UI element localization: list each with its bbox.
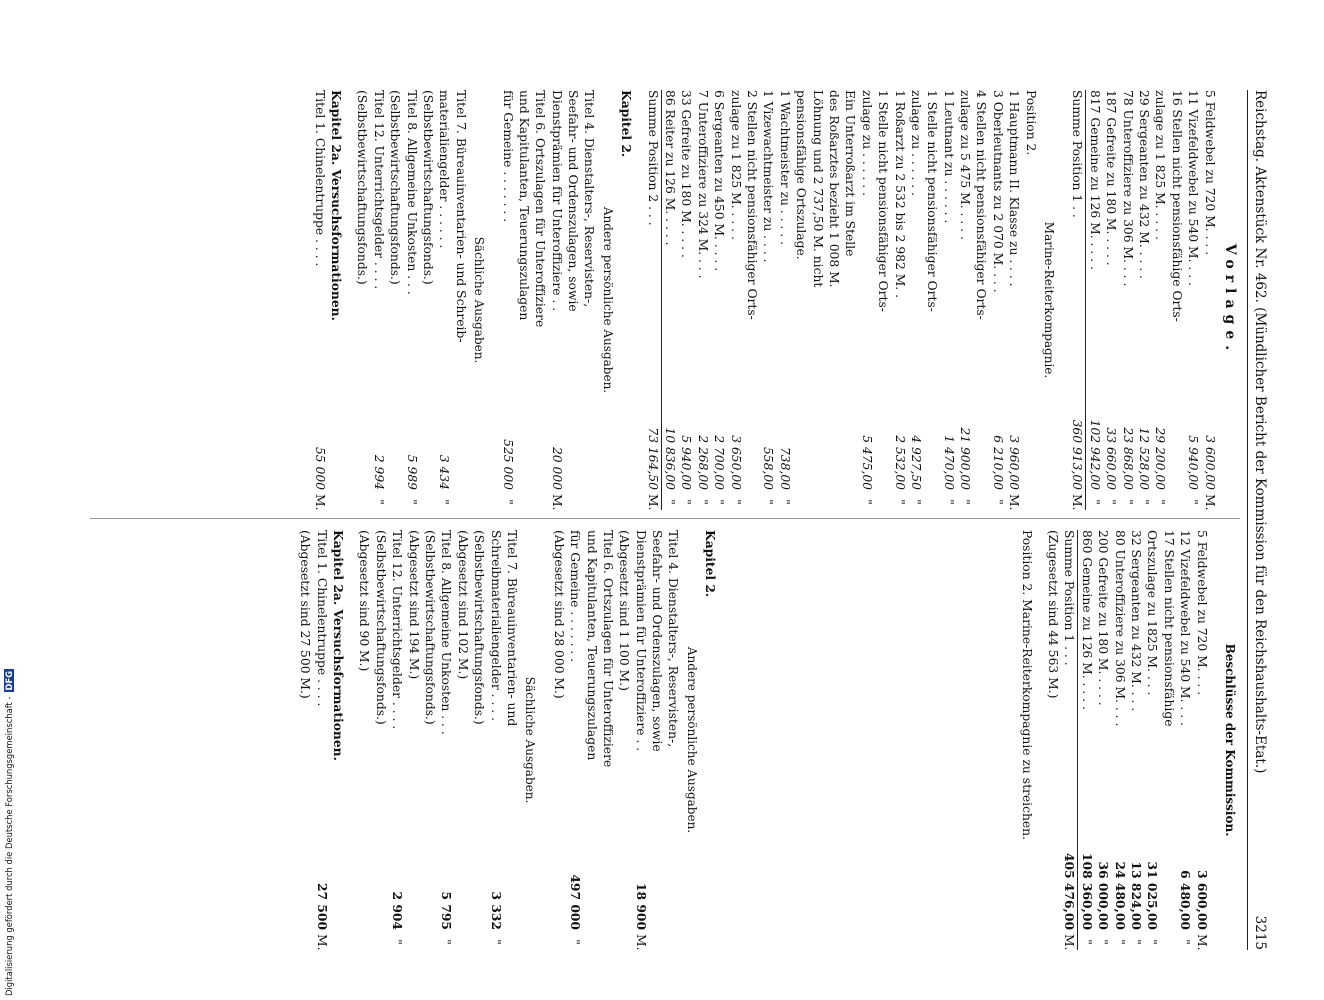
left-kapitel-2a: Kapitel 2a. Versuchsformationen. xyxy=(329,90,345,321)
ledger-row xyxy=(826,90,842,510)
row-amount: 5 940,00 xyxy=(1186,435,1201,490)
row-amount: 36 000,00 xyxy=(1096,861,1112,930)
ledger-row xyxy=(1095,530,1111,950)
row-label: 860 Gemeine zu 126 M. . . . . xyxy=(1079,530,1094,710)
row-label: 4 Stellen nicht pensionsfähiger Orts- xyxy=(974,90,989,320)
ledger-row xyxy=(405,530,421,950)
row-unit: M. xyxy=(1070,494,1085,511)
row-unit: M. xyxy=(1007,494,1022,511)
row-label: Titel 8. Allgemeine Unkosten . . . xyxy=(404,90,419,295)
row-unit: " xyxy=(1079,939,1094,945)
ledger-row xyxy=(891,90,907,510)
row-unit: " xyxy=(437,499,452,505)
row-unit: " xyxy=(500,499,515,505)
row-label: Titel 8. Allgemeine Unkosten . . . xyxy=(439,530,454,735)
row-label: 200 Gefreite zu 180 M. . . . . xyxy=(1096,530,1111,706)
ledger-row xyxy=(499,90,515,510)
row-label: pensionsfähige Ortszulage. xyxy=(794,90,809,260)
page-number: 3215 xyxy=(1252,915,1268,950)
row-label: Summe Position 2 . . . xyxy=(645,90,660,226)
row-unit: M. xyxy=(549,494,564,511)
row-unit: M. xyxy=(1062,934,1077,951)
right-position-1 xyxy=(1045,530,1210,950)
ledger-row xyxy=(313,530,329,950)
ledger-row xyxy=(567,530,583,950)
ledger-row xyxy=(644,90,661,510)
row-amount: 3 434 xyxy=(437,454,452,490)
row-label: Summe Position 1 . . xyxy=(1070,90,1085,218)
ledger-row xyxy=(532,90,548,510)
row-label: 1 Leutnant zu . . . . . . xyxy=(941,90,956,224)
ledger-row xyxy=(694,90,710,510)
row-label: 1 Hauptmann II. Klasse zu . . . . xyxy=(1007,90,1022,287)
ledger-row xyxy=(1177,530,1193,950)
ledger-row xyxy=(776,90,792,510)
row-label: 5 Feldwebel zu 720 M. . . . xyxy=(1202,90,1217,256)
row-label: und Kapitulanten, Teuerungszulagen xyxy=(584,530,599,761)
left-position-1 xyxy=(1069,90,1218,510)
row-amount: 2 268,00 xyxy=(695,435,710,490)
row-label: 1 Stelle nicht pensionsfähiger Orts- xyxy=(876,90,891,312)
row-label: Ortszulage zu 1825 M. . . . xyxy=(1145,530,1160,696)
row-amount: 12 528,00 xyxy=(1137,427,1152,490)
row-amount: 525 000 xyxy=(500,439,515,490)
row-unit: " xyxy=(990,499,1005,505)
row-amount: 558,00 xyxy=(761,446,776,490)
ledger-row xyxy=(957,90,973,510)
row-amount: 360 913,00 xyxy=(1070,419,1085,490)
ledger-row xyxy=(422,530,438,950)
row-unit: M. xyxy=(633,934,648,951)
row-label: 1 Stelle nicht pensionsfähiger Orts- xyxy=(925,90,940,312)
right-kapitel-2: Kapitel 2. xyxy=(703,530,719,598)
row-unit: M. xyxy=(314,934,329,951)
right-saechliche-ausgaben: Sächliche Ausgaben. xyxy=(523,676,538,804)
ledger-row xyxy=(940,90,956,510)
row-label: für Gemeine . . . . . . . xyxy=(568,530,583,663)
ledger-row xyxy=(1078,530,1094,950)
row-label: (Abgesetzt sind 90 M.) xyxy=(357,530,372,672)
row-unit: " xyxy=(695,499,710,505)
right-titles-saechlich xyxy=(356,530,520,950)
row-label: zulage zu 5 475 M. . . . . xyxy=(958,90,973,240)
ledger-row xyxy=(760,90,776,510)
row-unit: " xyxy=(1153,499,1168,505)
row-label: 1 Wachtmeister zu . . . . . xyxy=(777,90,792,246)
left-saechliche-ausgaben: Sächliche Ausgaben. xyxy=(472,236,487,364)
row-amount: 5 940,00 xyxy=(679,435,694,490)
row-label: und Kapitulanten, Teuerungszulagen xyxy=(516,90,531,321)
ledger-row xyxy=(1111,530,1127,950)
row-label: 80 Unteroffiziere zu 306 M. . . . xyxy=(1112,530,1127,727)
left-pos2-title: Marine-Reiterkompagnie. xyxy=(1042,221,1057,379)
ledger-row xyxy=(487,530,503,950)
row-label: (Zugesetzt sind 44 563 M.) xyxy=(1046,530,1061,699)
row-label: Seefahr- und Ordenszulagen, sowie xyxy=(566,90,581,312)
row-label: Titel 1. Chinelentruppe . . . . xyxy=(312,90,327,267)
right-titles-personal xyxy=(550,530,681,950)
row-unit: " xyxy=(958,499,973,505)
row-unit: " xyxy=(679,499,694,505)
row-label: (Abgesetzt sind 194 M.) xyxy=(406,530,421,680)
row-unit: " xyxy=(777,499,792,505)
row-label: 817 Gemeine zu 126 M. . . . . xyxy=(1087,90,1102,270)
row-amount: 3 650,00 xyxy=(728,435,743,490)
ledger-row xyxy=(858,90,874,510)
ledger-row xyxy=(438,530,454,950)
row-amount: 18 900 xyxy=(633,882,649,930)
ledger-row xyxy=(908,90,924,510)
row-unit: " xyxy=(488,939,503,945)
row-unit: " xyxy=(941,499,956,505)
ledger-row xyxy=(809,90,825,510)
row-label: (Abgesetzt sind 28 000 M.) xyxy=(551,530,566,699)
row-amount: 738,00 xyxy=(777,446,792,490)
row-amount: 2 700,00 xyxy=(712,435,727,490)
row-amount: 6 210,00 xyxy=(990,435,1005,490)
row-amount: 3 332 xyxy=(488,891,504,930)
row-label: Titel 12. Unterrichtsgelder . . . . xyxy=(371,90,386,290)
row-amount: 24 480,00 xyxy=(1112,861,1128,930)
right-pos2-line: Position 2. Marine-Reiterkompagnie zu streichen. xyxy=(1019,530,1034,841)
row-unit: " xyxy=(439,939,454,945)
row-amount: 2 532,00 xyxy=(892,435,907,490)
ledger-row xyxy=(793,90,809,510)
row-label: 78 Unteroffiziere zu 306 M. . . . xyxy=(1120,90,1135,287)
row-label: 16 Stellen nicht pensionsfähige Orts- xyxy=(1169,90,1184,322)
ledger-row xyxy=(1069,90,1086,510)
row-label: Titel 7. Büreauinventarien- und Schreib- xyxy=(453,90,468,343)
ledger-row xyxy=(548,90,564,510)
row-amount: 33 660,00 xyxy=(1104,427,1119,490)
ledger-row xyxy=(727,90,743,510)
left-kapitel-2a-titel-1 xyxy=(311,90,327,510)
row-label: Titel 1. Chinelentruppe . . . . xyxy=(314,530,329,707)
row-label: 6 Sergeanten zu 450 M. . . . . xyxy=(712,90,727,272)
row-unit: " xyxy=(1145,939,1160,945)
ledger-row xyxy=(711,90,727,510)
row-label: (Selbstbewirtschaftungsfonds.) xyxy=(355,90,370,285)
row-label: 1 Vizewachtmeister zu . . . . xyxy=(761,90,776,263)
row-unit: " xyxy=(371,499,386,505)
row-label: 7 Unteroffiziere zu 324 M. . . . xyxy=(695,90,710,279)
right-kapitel-2a-titel-1 xyxy=(297,530,330,950)
row-unit: " xyxy=(728,499,743,505)
ledger-row xyxy=(1128,530,1144,950)
row-amount: 4 927,50 xyxy=(908,435,923,490)
row-label: zulage zu 1 825 M. . . . . xyxy=(728,90,743,240)
ledger-row xyxy=(744,90,760,510)
row-amount: 1 470,00 xyxy=(941,435,956,490)
running-header xyxy=(1247,90,1270,950)
ledger-row xyxy=(1045,530,1061,950)
ledger-row xyxy=(1136,90,1152,510)
row-label: 187 Gefreite zu 180 M. . . . . xyxy=(1104,90,1119,266)
row-amount: 13 824,00 xyxy=(1129,861,1145,930)
row-label: Titel 6. Ortszulagen für Unteroffiziere xyxy=(533,90,548,328)
digitization-credit xyxy=(4,669,14,996)
row-amount: 102 942,00 xyxy=(1087,419,1102,490)
row-label: (Abgesetzt sind 102 M.) xyxy=(455,530,470,680)
row-label: Titel 7. Büreauinventarien- und xyxy=(504,530,519,727)
row-unit: " xyxy=(568,939,583,945)
row-label: (Selbstbewirtschaftungsfonds.) xyxy=(388,90,403,285)
row-unit: " xyxy=(663,499,678,505)
ledger-row xyxy=(1119,90,1135,510)
row-unit: " xyxy=(1178,939,1193,945)
row-label: für Gemeine . . . . . . . xyxy=(500,90,515,223)
row-label: Schreibmaterialiengelder . . . . xyxy=(488,530,503,721)
credit-text: Digitalisierung gefördert durch die Deutsche Forschungsgemeinschaft - xyxy=(4,696,14,996)
row-unit: " xyxy=(859,499,874,505)
ledger-row xyxy=(649,530,665,950)
row-amount: 23 868,00 xyxy=(1120,427,1135,490)
dfg-logo: DFG xyxy=(4,670,14,691)
row-unit: " xyxy=(1096,939,1111,945)
row-unit: " xyxy=(761,499,776,505)
ledger-row xyxy=(583,530,599,950)
ledger-row xyxy=(372,530,388,950)
row-amount: 3 960,00 xyxy=(1007,435,1022,490)
row-unit: " xyxy=(1186,499,1201,505)
right-kapitel-2a: Kapitel 2a. Versuchsformationen. xyxy=(331,530,347,761)
row-label: (Selbstbewirtschaftungsfonds.) xyxy=(420,90,435,285)
row-amount: 31 025,00 xyxy=(1145,861,1161,930)
left-kapitel-2: Kapitel 2. xyxy=(619,90,635,158)
ledger-row xyxy=(1193,530,1209,950)
ledger-row xyxy=(678,90,694,510)
row-label: Löhnung und 2 737,50 M. nicht xyxy=(810,90,825,288)
row-unit: " xyxy=(1104,499,1119,505)
row-amount: 6 480,00 xyxy=(1178,870,1194,930)
row-unit: " xyxy=(404,499,419,505)
ledger-row xyxy=(581,90,597,510)
right-heading: Beschlüsse der Kommission. xyxy=(1223,643,1237,837)
row-amount: 5 795 xyxy=(439,891,455,930)
ledger-row xyxy=(354,90,370,510)
ledger-row xyxy=(516,90,532,510)
row-label: Titel 4. Dienstalters-, Reservisten-, xyxy=(666,530,681,748)
row-amount: 5 475,00 xyxy=(859,435,874,490)
left-titles-personal xyxy=(499,90,597,510)
row-unit: " xyxy=(1120,499,1135,505)
ledger-row xyxy=(403,90,419,510)
ledger-row xyxy=(370,90,386,510)
ledger-row xyxy=(842,90,858,510)
row-label: 12 Vizefeldwebel zu 540 M. . . . xyxy=(1178,530,1193,726)
ledger-row xyxy=(504,530,520,950)
left-column-vorlage xyxy=(311,90,1240,510)
row-label: (Selbstbewirtschaftungsfonds.) xyxy=(472,530,487,725)
ledger-row xyxy=(311,90,327,510)
row-unit: M. xyxy=(1194,934,1209,951)
row-amount: 10 836,00 xyxy=(663,427,678,490)
right-column-beschluesse xyxy=(297,530,1240,950)
ledger-row xyxy=(420,90,436,510)
ledger-row xyxy=(632,530,648,950)
row-unit: " xyxy=(892,499,907,505)
ledger-row xyxy=(565,90,581,510)
row-amount: 3 600,00 xyxy=(1194,870,1210,930)
ledger-row xyxy=(665,530,681,950)
row-unit: " xyxy=(1137,499,1152,505)
ledger-row xyxy=(1061,530,1078,950)
row-amount: 497 000 xyxy=(568,874,584,930)
row-label: 3 Oberleutnants zu 2 070 M. . . . xyxy=(990,90,1005,293)
ledger-row xyxy=(1160,530,1176,950)
ledger-row xyxy=(1152,90,1168,510)
row-label: (Abgesetzt sind 27 500 M.) xyxy=(298,530,313,699)
row-label: 1 Roßarzt zu 2 532 bis 2 982 M. . xyxy=(892,90,907,299)
row-label: (Abgesetzt sind 1 100 M.) xyxy=(617,530,632,691)
row-label: zulage zu 1 825 M. . . . . xyxy=(1153,90,1168,240)
ledger-row xyxy=(662,90,678,510)
ledger-row xyxy=(1086,90,1102,510)
ledger-row xyxy=(924,90,940,510)
right-andere-ausgaben: Andere persönliche Ausgaben. xyxy=(684,646,699,834)
row-label: (Selbstbewirtschaftungsfonds.) xyxy=(423,530,438,725)
row-amount: 73 164,50 xyxy=(645,427,660,490)
row-label: Dienstprämien für Unteroffiziere . . xyxy=(633,530,648,752)
row-amount: 108 360,00 xyxy=(1079,852,1095,930)
ledger-row xyxy=(389,530,405,950)
left-andere-ausgaben: Andere persönliche Ausgaben. xyxy=(600,206,615,394)
row-label: 33 Gefreite zu 180 M. . . . . xyxy=(679,90,694,258)
row-amount: 27 500 xyxy=(314,882,330,930)
ledger-row xyxy=(1201,90,1217,510)
row-unit: M. xyxy=(312,494,327,511)
ledger-row xyxy=(454,530,470,950)
row-amount: 55 000 xyxy=(312,446,327,490)
row-label: Titel 6. Ortszulagen für Unteroffiziere xyxy=(600,530,615,768)
ledger-row xyxy=(1006,90,1022,510)
row-unit: " xyxy=(1112,939,1127,945)
row-label: 32 Sergeanten zu 432 M. . . . xyxy=(1129,530,1144,712)
row-label: 2 Stellen nicht pensionsfähiger Orts- xyxy=(745,90,760,320)
ledger-row xyxy=(1185,90,1201,510)
row-label: 5 Feldwebel zu 720 M. . . . xyxy=(1194,530,1209,696)
ledger-row xyxy=(356,530,372,950)
row-unit: M. xyxy=(1202,494,1217,511)
ledger-row xyxy=(471,530,487,950)
ledger-row xyxy=(616,530,632,950)
ledger-row xyxy=(990,90,1006,510)
row-label: materialiengelder . . . . . . xyxy=(437,90,452,249)
row-label: 11 Vizefeldwebel zu 540 M. . . . xyxy=(1186,90,1201,286)
row-amount: 29 200,00 xyxy=(1153,427,1168,490)
row-amount: 21 900,00 xyxy=(958,427,973,490)
column-divider xyxy=(90,518,1240,519)
row-amount: 20 000 xyxy=(549,446,564,490)
row-label: zulage zu . . . . . . xyxy=(908,90,923,197)
rotated-document xyxy=(90,90,1270,950)
row-label: Summe Position 1 . . . xyxy=(1062,530,1077,666)
ledger-row xyxy=(875,90,891,510)
row-unit: " xyxy=(1129,939,1144,945)
row-amount: 2 904 xyxy=(390,891,406,930)
row-label: 17 Stellen nicht pensionsfähige xyxy=(1161,530,1176,727)
row-unit: M. xyxy=(645,494,660,511)
row-label: Ein Unterroßarzt im Stelle xyxy=(843,90,858,257)
ledger-row xyxy=(1144,530,1160,950)
row-amount: 405 476,00 xyxy=(1062,852,1078,930)
row-label: Seefahr- und Ordenszulagen, sowie xyxy=(650,530,665,752)
row-label: 86 Reiter zu 126 M. . . . . xyxy=(663,90,678,246)
header-title: Reichstag. Aktenstück Nr. 462. (Mündlicher Bericht der Kommission für den Reichshaushalts-Etat.) xyxy=(1252,90,1268,774)
left-pos2-label: Position 2. xyxy=(1023,90,1038,156)
row-unit: " xyxy=(712,499,727,505)
ledger-row xyxy=(973,90,989,510)
row-amount: 3 600,00 xyxy=(1202,435,1217,490)
row-label: des Roßarztes bezieht 1 008 M. xyxy=(826,90,841,288)
row-label: Dienstprämien für Unteroffiziere . . xyxy=(549,90,564,312)
ledger-row xyxy=(1103,90,1119,510)
ledger-row xyxy=(452,90,468,510)
ledger-row xyxy=(600,530,616,950)
row-label: Titel 4. Dienstalters-, Reservisten-, xyxy=(582,90,597,308)
row-label: 29 Sergeanten zu 432 M. . . . . xyxy=(1137,90,1152,280)
ledger-row xyxy=(297,530,313,950)
left-position-2 xyxy=(644,90,1022,510)
ledger-row xyxy=(387,90,403,510)
row-unit: " xyxy=(1087,499,1102,505)
ledger-row xyxy=(550,530,566,950)
row-amount: 5 989 xyxy=(404,454,419,490)
row-label: zulage zu . . . . . . xyxy=(859,90,874,197)
row-label: Titel 12. Unterrichtsgelder . . . . xyxy=(390,530,405,730)
left-heading: Vorlage. xyxy=(1222,243,1238,357)
ledger-row xyxy=(436,90,452,510)
row-unit: " xyxy=(390,939,405,945)
row-label: (Selbstbewirtschaftungsfonds.) xyxy=(373,530,388,725)
row-unit: " xyxy=(908,499,923,505)
ledger-row xyxy=(1168,90,1184,510)
row-amount: 2 994 xyxy=(371,454,386,490)
left-titles-saechlich xyxy=(354,90,469,510)
